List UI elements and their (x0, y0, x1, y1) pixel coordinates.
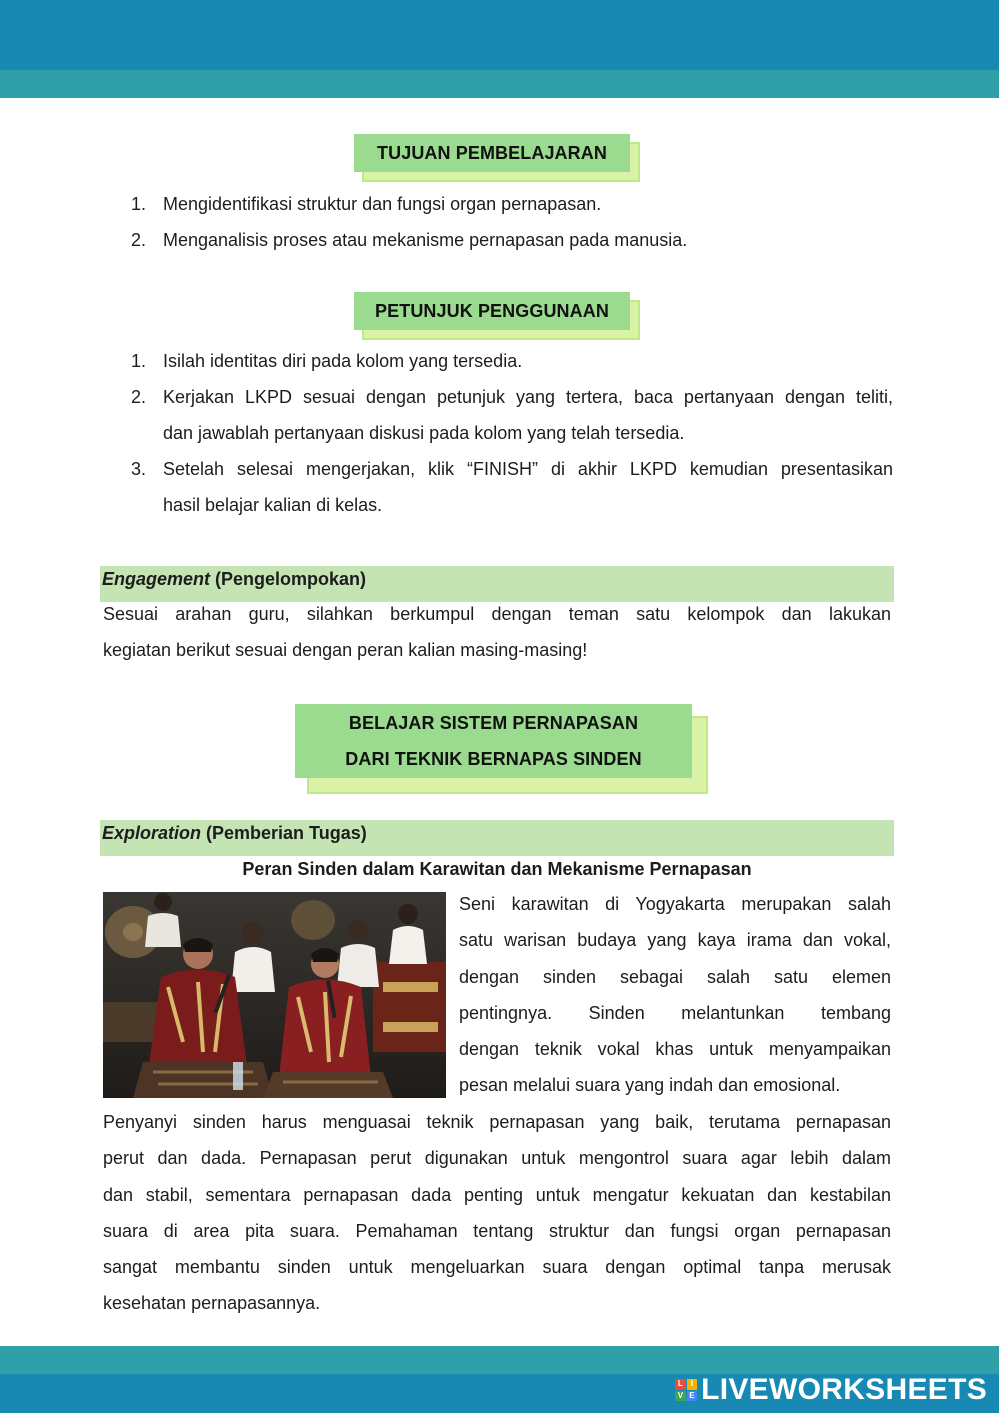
tujuan-list (131, 186, 893, 258)
list-item: 2. Menganalisis proses atau mekanisme pernapasan pada manusia. (131, 230, 688, 250)
main-heading-line2: DARI TEKNIK BERNAPAS SINDEN (345, 749, 642, 769)
liveworksheets-wordmark: LIVEWORKSHEETS (701, 1373, 987, 1406)
engagement-section-title: Engagement (Pengelompokan) (100, 566, 894, 602)
engagement-paragraph: Sesuai arahan guru, silahkan berkumpul dengan teman satu kelompok dan lakukan kegiatan berikut sesuai dengan peran kalian masing-masing! (103, 604, 891, 661)
header-band (0, 0, 999, 70)
exploration-section-title: Exploration (Pemberian Tugas) (100, 820, 894, 856)
exploration-subtitle: Peran Sinden dalam Karawitan dan Mekanisme Pernapasan (242, 859, 752, 879)
tujuan-heading-text: TUJUAN PEMBELAJARAN (377, 143, 607, 163)
liveworksheets-brand[interactable] (675, 1374, 987, 1406)
liveworksheets-logo-icon: L I V E (675, 1379, 697, 1401)
petunjuk-list (131, 343, 893, 523)
body-paragraph: Penyanyi sinden harus menguasai teknik pernapasan yang baik, terutama pernapasan perut dan dada. Pernapasan perut digunakan untuk mengontrol suara agar lebih dalam dan stabil, sementara pernapasan dada penting untuk mengatur kekuatan dan kestabilan suara di area pita suara. Pemahaman tentang struktur dan fungsi organ pernapasan sangat membantu sinden untuk mengeluarkan suara dengan optimal tanpa merusak kesehatan pernapasannya. (103, 1112, 891, 1314)
list-item: 1. Mengidentifikasi struktur dan fungsi organ pernapasan. (131, 194, 602, 214)
sinden-photo (103, 892, 446, 1098)
petunjuk-heading-text: PETUNJUK PENGGUNAAN (375, 301, 609, 321)
list-item: 2. Kerjakan LKPD sesuai dengan petunjuk yang tertera, baca pertanyaan dengan teliti, dan jawablah pertanyaan diskusi pada kolom yang telah tersedia. (131, 387, 893, 443)
header-accent-band (0, 70, 999, 98)
main-heading-line1: BELAJAR SISTEM PERNAPASAN (348, 713, 639, 733)
list-item: 3. Setelah selesai mengerjakan, klik “FINISH” di akhir LKPD kemudian presentasikan hasil belajar kalian di kelas. (131, 459, 893, 515)
side-paragraph: Seni karawitan di Yogyakarta merupakan salah satu warisan budaya yang kaya irama dan vokal, dengan sinden sebagai salah satu elemen pentingnya. Sinden melantunkan tembang dengan teknik vokal khas untuk menyampaikan pesan melalui suara yang indah dan emosional. (459, 894, 891, 1096)
footer-accent-band (0, 1346, 999, 1374)
list-item: 1. Isilah identitas diri pada kolom yang tersedia. (131, 351, 523, 371)
